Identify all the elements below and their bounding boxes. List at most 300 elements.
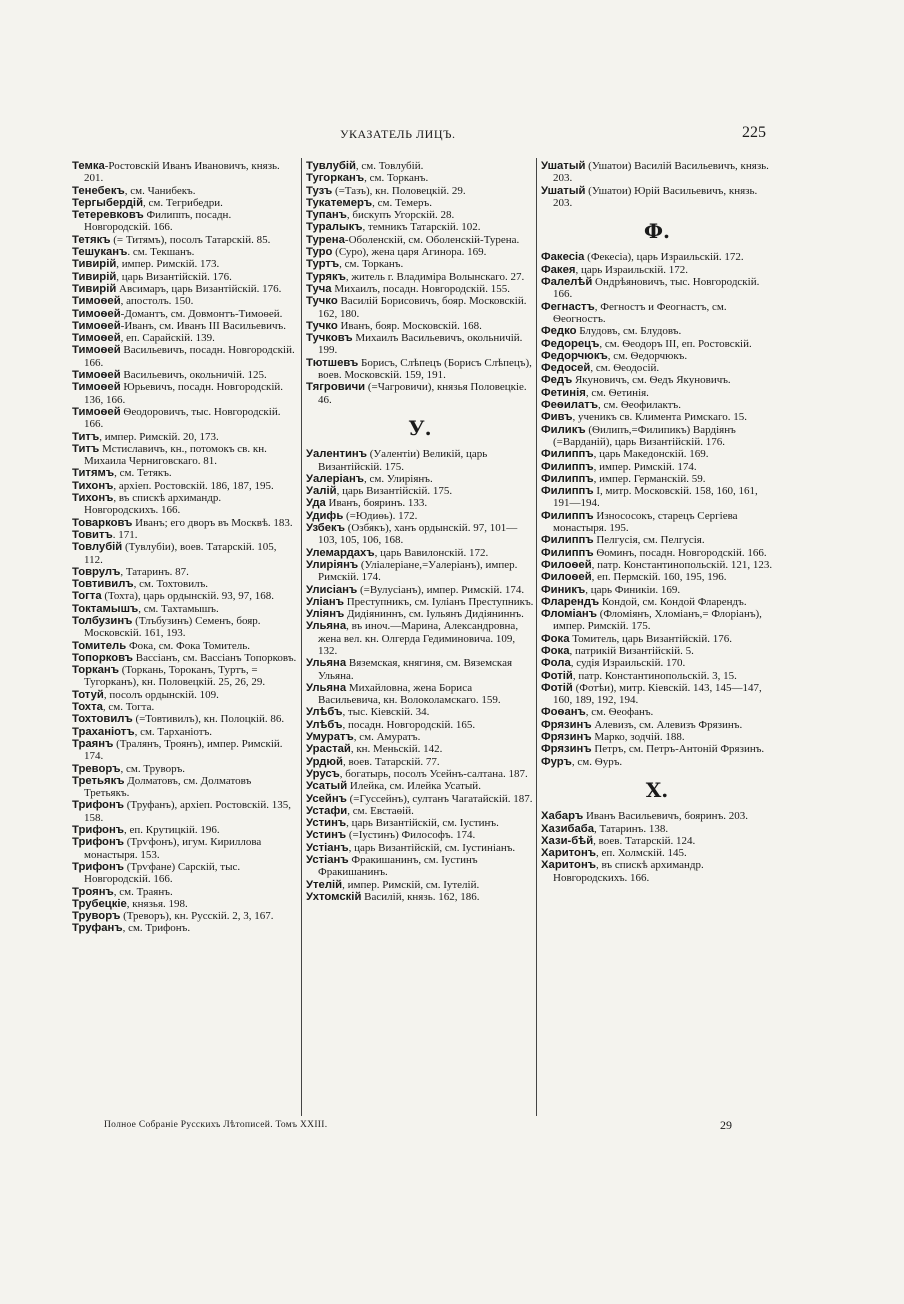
entry-reference: -Иванъ, см. Иванъ III Васильевичъ. — [120, 319, 286, 332]
entry-reference: , см. Торканъ. — [364, 172, 429, 185]
index-entry — [72, 738, 297, 763]
index-entry — [72, 234, 297, 246]
entry-reference: Вяземская, княгиня, см. Вяземская Ульяна. — [318, 657, 513, 682]
entry-reference: , еп. Холмскій. 145. — [596, 847, 687, 860]
entry-headword: Трифонъ — [72, 824, 125, 837]
index-entry — [306, 381, 534, 406]
index-entry — [306, 522, 534, 547]
entry-reference: (Озбякъ), ханъ ордынскій. 97, 101—103, 105, 106, 168. — [318, 522, 518, 547]
entry-reference: , еп. Крутицкій. 196. — [124, 824, 220, 837]
index-entry — [541, 719, 773, 731]
entry-headword: Харитонъ — [541, 859, 597, 872]
index-entry — [541, 706, 773, 718]
entry-reference: -Оболенскій, см. Оболенскій-Турена. — [344, 233, 520, 246]
entry-reference: , бискупъ Угорскій. 28. — [346, 209, 455, 222]
entry-headword: Тогта — [72, 590, 102, 603]
entry-headword: Ухтомскій — [306, 890, 362, 903]
entry-reference: , ученикъ св. Климента Римскаго. 15. — [572, 411, 747, 424]
index-entry — [541, 571, 773, 583]
entry-headword: Тягровичи — [306, 381, 366, 394]
entry-headword: Фегнастъ — [541, 300, 595, 313]
entry-reference: I, митр. Московскій. 158, 160, 161, 191—194. — [553, 485, 758, 510]
entry-reference: Иванъ; его дворъ въ Москвѣ. 183. — [132, 516, 293, 529]
entry-reference: , см. Ѳеодосій. — [590, 362, 660, 375]
entry-reference: , судія Израильскій. 170. — [570, 657, 686, 670]
entry-reference: (Трѵфонъ), игум. Кириллова монастыря. 153. — [84, 836, 262, 861]
index-entry — [306, 756, 534, 768]
index-entry — [306, 271, 534, 283]
entry-reference: Васильевичъ, посадн. Новгородскій. 166. — [84, 344, 295, 369]
index-entry — [306, 731, 534, 743]
entry-reference: , царь Вавилонскій. 172. — [374, 546, 489, 559]
index-column-3 — [541, 160, 773, 884]
entry-reference: , патр. Константинопольскій. 121, 123. — [591, 558, 773, 571]
entry-headword: Устинъ — [306, 817, 347, 830]
entry-reference: Иванъ, бояр. Московскій. 168. — [337, 319, 482, 332]
index-entry — [72, 799, 297, 824]
index-entry — [541, 276, 773, 301]
index-entry — [306, 160, 534, 172]
entry-headword: Товитъ — [72, 528, 113, 541]
entry-headword: Тучко — [306, 319, 338, 332]
entry-headword: Уалій — [306, 485, 337, 498]
index-entry — [306, 234, 534, 246]
entry-headword: Устіанъ — [306, 841, 349, 854]
entry-reference: Вассіанъ, см. Вассіанъ Топорковъ. — [133, 651, 297, 664]
index-entry — [541, 338, 773, 350]
section-letter: Х. — [645, 777, 669, 802]
entry-reference: , царь Македонскій. 169. — [593, 448, 709, 461]
entry-reference: , архіеп. Ростовскій. 186, 187, 195. — [113, 479, 274, 492]
index-entry — [541, 485, 773, 510]
index-entry — [306, 596, 534, 608]
entry-reference: , см. Евстаѳій. — [347, 804, 414, 817]
entry-headword: Тохтовилъ — [72, 713, 133, 726]
entry-reference: (= Титямъ), посолъ Татарскій. 85. — [110, 233, 271, 246]
entry-reference: Томитель, царь Византійскій. 176. — [569, 632, 733, 645]
index-entry — [72, 541, 297, 566]
entry-reference: -Домантъ, см. Довмонтъ-Тимоѳей. — [120, 307, 283, 320]
index-entry — [72, 197, 297, 209]
index-entry — [306, 842, 534, 854]
entry-reference: , тыс. Кіевскій. 34. — [342, 706, 430, 719]
entry-headword: Тузъ — [306, 184, 333, 197]
entry-reference: , см. Темеръ. — [372, 196, 432, 209]
index-entry — [541, 596, 773, 608]
entry-headword: Ушатый — [541, 184, 586, 197]
entry-headword: Товлубій — [72, 541, 123, 554]
entry-headword: Федъ — [541, 374, 573, 387]
index-entry — [306, 682, 534, 707]
index-entry — [306, 879, 534, 891]
entry-headword: Туртъ — [306, 258, 340, 271]
section-letter: У. — [408, 415, 432, 440]
index-entry — [72, 861, 297, 886]
entry-reference: (Тувлубіи), воев. Татарскій. 105, 112. — [84, 541, 277, 566]
index-entry — [72, 886, 297, 898]
entry-reference: (=Вулусіанъ), импер. Римскій. 174. — [357, 583, 525, 596]
entry-reference: , царь Финикіи. 169. — [585, 583, 681, 596]
entry-headword: Турякъ — [306, 270, 346, 283]
entry-headword: Тютшевъ — [306, 356, 359, 369]
entry-reference: , богатырь, посолъ Усейнъ-салтана. 187. — [339, 767, 528, 780]
entry-headword: Федко — [541, 325, 577, 338]
entry-headword: Устафи — [306, 804, 348, 817]
entry-reference: . см. Текшанъ. — [127, 246, 195, 259]
entry-headword: Федорчюкъ — [541, 349, 608, 362]
entry-headword: Улѣбъ — [306, 706, 343, 719]
entry-headword: Фломіанъ — [541, 608, 597, 621]
entry-headword: Фока — [541, 632, 570, 645]
index-entry — [72, 566, 297, 578]
entry-headword: Филикъ — [541, 423, 586, 436]
index-entry — [72, 271, 297, 283]
index-entry — [541, 584, 773, 596]
entry-reference: (Фекесіа), царь Израильскій. 172. — [584, 251, 744, 264]
entry-headword: Тергыбердій — [72, 196, 144, 209]
footer-series-title: Полное Собраніе Русскихъ Лѣтописей. Томъ XXIII. — [104, 1120, 328, 1130]
entry-headword: Филиппъ — [541, 546, 594, 559]
entry-headword: Третьякъ — [72, 774, 125, 787]
entry-reference: -Ростовскій Иванъ Ивановичъ, князь. 201. — [84, 160, 280, 185]
index-entry — [72, 578, 297, 590]
entry-reference: , см. Тарханіотъ. — [134, 725, 213, 738]
index-entry — [72, 701, 297, 713]
entry-headword: Тимоѳей — [72, 381, 121, 394]
entry-reference: , см. Тохтовилъ. — [133, 578, 209, 591]
index-entry — [541, 756, 773, 768]
index-column-1 — [72, 160, 297, 935]
entry-reference: (Тралянъ, Троянъ), импер. Римскій. 174. — [84, 737, 283, 763]
index-entry — [541, 411, 773, 423]
entry-headword: Фалелѣй — [541, 276, 593, 289]
entry-headword: Филоѳей — [541, 558, 592, 571]
entry-headword: Ульяна — [306, 620, 347, 633]
entry-headword: Ульяна — [306, 657, 347, 670]
entry-reference: (Уалентіи) Великій, царь Византійскій. 175. — [318, 448, 488, 473]
entry-headword: Федосей — [541, 362, 591, 375]
entry-headword: Труворъ — [72, 910, 121, 923]
entry-reference: , въ спискѣ архимандр. Новгородскихъ. 166. — [84, 492, 222, 517]
index-entry — [541, 547, 773, 559]
entry-headword: Тихонъ — [72, 479, 114, 492]
entry-headword: Урусъ — [306, 767, 340, 780]
entry-headword: Харитонъ — [541, 847, 597, 860]
entry-headword: Филиппъ — [541, 448, 594, 461]
entry-reference: Васильевичъ, окольничій. 125. — [120, 369, 267, 382]
entry-headword: Тимоѳей — [72, 295, 121, 308]
entry-reference: Иванъ Васильевичъ, бояринъ. 203. — [583, 810, 749, 823]
index-entry — [541, 657, 773, 669]
entry-reference: Марко, зодчій. 188. — [591, 731, 685, 744]
index-entry — [72, 283, 297, 295]
entry-reference: Долматовъ, см. Долматовъ Третьякъ. — [84, 774, 252, 800]
entry-headword: Товарковъ — [72, 516, 133, 529]
index-entry — [72, 640, 297, 652]
entry-headword: Феѳилатъ — [541, 399, 598, 412]
entry-reference: Алевизъ, см. Алевизъ Фрязинъ. — [591, 718, 743, 731]
entry-reference: , см. Ѳеодоръ III, еп. Ростовскій. — [599, 337, 752, 350]
index-entry — [541, 473, 773, 485]
index-entry — [306, 620, 534, 657]
entry-headword: Тивирій — [72, 258, 117, 271]
index-entry — [306, 743, 534, 755]
index-entry — [306, 584, 534, 596]
index-entry — [541, 185, 773, 210]
index-entry — [72, 406, 297, 431]
entry-reference: (Фломіянъ, Хломіанъ,= Флоріанъ), импер. Римскій. 175. — [553, 608, 762, 633]
entry-reference: Михаилъ, посадн. Новгородскій. 155. — [331, 282, 510, 295]
entry-headword: Ушатый — [541, 160, 586, 172]
index-entry — [541, 160, 773, 185]
entry-headword: Толбузинъ — [72, 614, 133, 627]
index-entry — [541, 835, 773, 847]
entry-headword: Топорковъ — [72, 651, 134, 664]
index-entry — [72, 443, 297, 468]
entry-headword: Уліанъ — [306, 595, 344, 608]
index-entry — [306, 320, 534, 332]
entry-headword: Узбекъ — [306, 522, 345, 535]
entry-reference: , царь Византійскій, см. Іустинъ. — [346, 817, 499, 830]
index-entry — [72, 431, 297, 443]
entry-headword: Томитель — [72, 639, 127, 652]
entry-reference: , импер. Римскій. 174. — [593, 460, 697, 473]
entry-headword: Фока — [541, 644, 570, 657]
entry-headword: Тивирій — [72, 282, 117, 295]
entry-reference: , въ иноч.—Марина, Александровна, жена вел. кн. Олгерда Гедиминовича. 109, 132. — [318, 620, 519, 657]
entry-reference: (=Гуссейнъ), султанъ Чагатайскій. 187. — [346, 792, 533, 805]
index-entry — [72, 898, 297, 910]
index-entry — [306, 706, 534, 718]
entry-reference: (Тохта), царь ордынскій. 93, 97, 168. — [101, 590, 275, 603]
entry-headword: Тимоѳей — [72, 405, 121, 418]
entry-headword: Тучко — [306, 295, 338, 308]
entry-reference: (Трѵфане) Сарскій, тыс. Новгородскій. 166. — [84, 860, 241, 886]
entry-headword: Филиппъ — [541, 485, 594, 498]
entry-reference: , см. Ѳеофанъ. — [585, 706, 654, 719]
entry-reference: Михаилъ Васильевичъ, окольничій. 199. — [318, 332, 523, 357]
index-entry — [72, 160, 297, 185]
entry-reference: (Уліалеріане,=Уалеріанъ), импер. Римскій. 174. — [318, 558, 518, 584]
entry-reference: Фока, см. Фока Томитель. — [126, 639, 251, 652]
index-entry — [541, 670, 773, 682]
entry-reference: , см. Амуратъ. — [353, 731, 421, 744]
entry-reference: , импер. Римскій. 173. — [116, 258, 220, 271]
entry-headword: Титъ — [72, 430, 100, 443]
index-entry — [72, 726, 297, 738]
entry-reference: , см. Улиріянъ. — [364, 472, 433, 485]
entry-headword: Филиппъ — [541, 534, 594, 547]
index-entry — [72, 258, 297, 270]
index-entry — [541, 362, 773, 374]
page-header — [0, 124, 904, 144]
index-entry — [72, 529, 297, 541]
entry-reference: (Ушатои) Юрій Васильевичъ, князь. 203. — [553, 184, 758, 209]
entry-reference: , Татаринъ. 87. — [120, 565, 189, 578]
entry-headword: Титъ — [72, 442, 100, 455]
index-column-2 — [306, 160, 534, 903]
index-entry — [72, 369, 297, 381]
entry-headword: Тетеревковъ — [72, 209, 144, 222]
entry-headword: Турена — [306, 233, 345, 246]
entry-headword: Тимоѳей — [72, 319, 121, 332]
entry-headword: Трифонъ — [72, 799, 125, 812]
index-entry — [306, 510, 534, 522]
entry-headword: Фотій — [541, 681, 573, 694]
index-entry — [541, 461, 773, 473]
entry-headword: Хази-бѣй — [541, 834, 594, 847]
entry-headword: Темка — [72, 160, 105, 172]
index-entry — [72, 480, 297, 492]
entry-reference: Кондой, см. Кондой Фларендъ. — [599, 595, 747, 608]
index-entry — [306, 357, 534, 382]
index-entry — [541, 810, 773, 822]
index-entry — [306, 817, 534, 829]
entry-reference: Ондрѣяновичъ, тыс. Новгородскій. 166. — [553, 276, 760, 301]
entry-reference: Борисъ, Слѣпецъ (Борисъ Слѣпецъ), воев. Московскій. 159, 191. — [318, 356, 532, 382]
entry-reference: , царь Византійскій. 176. — [116, 270, 232, 283]
entry-reference: Ѳоминъ, посадн. Новгородскій. 166. — [593, 546, 767, 559]
index-entry — [541, 387, 773, 399]
entry-reference: , см. Ѳедорчюкъ. — [607, 349, 688, 362]
index-entry — [306, 221, 534, 233]
index-entry — [72, 185, 297, 197]
index-entry — [72, 824, 297, 836]
index-entry — [72, 308, 297, 320]
page-footer — [0, 1120, 904, 1136]
entry-headword: Фола — [541, 657, 571, 670]
index-entry — [72, 910, 297, 922]
index-entry — [541, 682, 773, 707]
index-entry — [72, 664, 297, 689]
entry-reference: , см. Тогта. — [102, 701, 155, 714]
entry-reference: Илейка, см. Илейка Усатый. — [347, 780, 481, 793]
entry-reference: Дидіяниннъ, см. Іульянъ Дидіяниннъ. — [344, 608, 524, 621]
entry-reference: , импер. Римскій. 20, 173. — [99, 430, 219, 443]
entry-reference: , см. Тетякъ. — [114, 467, 172, 480]
entry-headword: Тимоѳей — [72, 307, 121, 320]
index-entry — [306, 258, 534, 270]
entry-reference: , воев. Татарскій. 124. — [593, 834, 696, 847]
entry-reference: (Суро), жена царя Агинора. 169. — [332, 246, 487, 259]
entry-headword: Улемардахъ — [306, 546, 375, 559]
entry-headword: Труфанъ — [72, 922, 123, 935]
entry-headword: Улиріянъ — [306, 558, 359, 571]
entry-reference: , царь Израильскій. 172. — [575, 263, 688, 276]
entry-headword: Уалентинъ — [306, 448, 367, 461]
entry-reference: , въ спискѣ архимандр. Новгородскихъ. 166. — [553, 859, 704, 884]
index-entry — [72, 652, 297, 664]
index-entry — [541, 847, 773, 859]
entry-headword: Урастай — [306, 743, 351, 756]
entry-reference: Василій Борисовичъ, бояр. Московскій. 162, 180. — [318, 295, 527, 320]
entry-reference: Петръ, см. Петръ-Антоній Фрязинъ. — [591, 743, 765, 756]
index-entry — [72, 775, 297, 800]
entry-headword: Троянъ — [72, 885, 114, 898]
index-entry — [72, 603, 297, 615]
running-title: УКАЗАТЕЛЬ ЛИЦЪ. — [340, 127, 456, 141]
index-entry — [306, 780, 534, 792]
entry-reference: Юрьевичъ, посадн. Новгородскій. 136, 166. — [84, 381, 284, 406]
index-entry — [72, 246, 297, 258]
entry-reference: Филиппъ, посадн. Новгородскій. 166. — [84, 209, 232, 234]
entry-reference: (Фотѣи), митр. Кіевскій. 143, 145—147, 160, 189, 192, 194. — [553, 681, 762, 707]
entry-reference: Износосокъ, старецъ Сергіева монастыря. 195. — [553, 509, 738, 535]
signature-mark: 29 — [720, 1118, 732, 1132]
entry-reference: (=Юдиѳь). 172. — [343, 509, 418, 522]
entry-headword: Туча — [306, 282, 332, 295]
index-entry — [541, 534, 773, 546]
entry-reference: . 171. — [112, 528, 138, 541]
column-divider — [536, 158, 537, 1116]
entry-headword: Траянъ — [72, 737, 114, 750]
entry-headword: Трубецкіе — [72, 897, 127, 910]
entry-headword: Товтивилъ — [72, 578, 134, 591]
index-entry — [306, 197, 534, 209]
index-entry — [306, 209, 534, 221]
entry-headword: Треворъ — [72, 762, 121, 775]
index-entry — [306, 485, 534, 497]
index-entry — [72, 209, 297, 234]
entry-reference: (Торкань, Тороканъ, Туртъ, = Тугорканъ), кн. Половецкій. 25, 26, 29. — [84, 664, 266, 689]
entry-headword: Умуратъ — [306, 731, 354, 744]
entry-reference: , импер. Германскій. 59. — [593, 472, 706, 485]
entry-reference: (=Чагровичи), князья Половецкіе. 46. — [318, 381, 527, 406]
entry-reference: , см. Ѳетинія. — [585, 386, 649, 399]
entry-headword: Туро — [306, 246, 333, 259]
index-entry — [306, 283, 534, 295]
entry-headword: Факесіа — [541, 251, 585, 264]
entry-headword: Фотій — [541, 669, 573, 682]
entry-reference: (Труфанъ), архіеп. Ростовскій. 135, 158. — [84, 799, 291, 824]
index-entry — [72, 295, 297, 307]
entry-reference: (=Іустинъ) Философъ. 174. — [346, 829, 476, 842]
index-entry — [541, 448, 773, 460]
index-entry — [306, 295, 534, 320]
entry-headword: Токтамышъ — [72, 602, 139, 615]
entry-headword: Фоѳанъ — [541, 706, 586, 719]
entry-reference: (Тлъбузинъ) Семенъ, бояр. Московскій. 161, 193. — [84, 614, 261, 640]
entry-reference: , см. Тахтамышъ. — [138, 602, 219, 615]
entry-headword: Фрязинъ — [541, 731, 592, 744]
entry-reference: , еп. Пермскій. 160, 195, 196. — [591, 571, 727, 584]
entry-headword: Хабаръ — [541, 810, 584, 823]
entry-headword: Фивъ — [541, 411, 573, 424]
entry-headword: Тивирій — [72, 270, 117, 283]
entry-headword: Фрязинъ — [541, 743, 592, 756]
index-entry — [72, 492, 297, 517]
index-entry — [72, 763, 297, 775]
entry-reference: , воев. Татарскій. 77. — [342, 755, 440, 768]
entry-reference: , посадн. Новгородскій. 165. — [342, 718, 476, 731]
entry-headword: Тувлубій — [306, 160, 356, 172]
entry-reference: (=Тазъ), кн. Половецкій. 29. — [332, 184, 466, 197]
entry-reference: Авсимаръ, царь Византійскій. 176. — [116, 282, 282, 295]
entry-headword: Тимоѳей — [72, 369, 121, 382]
entry-reference: , см. Тегрибедри. — [143, 196, 223, 209]
entry-headword: Тукатемеръ — [306, 196, 373, 209]
entry-headword: Утелій — [306, 878, 343, 891]
entry-headword: Тотуй — [72, 688, 104, 701]
index-entry — [306, 473, 534, 485]
entry-headword: Трифонъ — [72, 860, 125, 873]
entry-headword: Урдюй — [306, 755, 343, 768]
index-entry — [306, 805, 534, 817]
index-entry — [306, 608, 534, 620]
entry-reference: , патр. Константинопольскій. 3, 15. — [572, 669, 737, 682]
index-entry — [541, 608, 773, 633]
entry-headword: Ульяна — [306, 681, 347, 694]
